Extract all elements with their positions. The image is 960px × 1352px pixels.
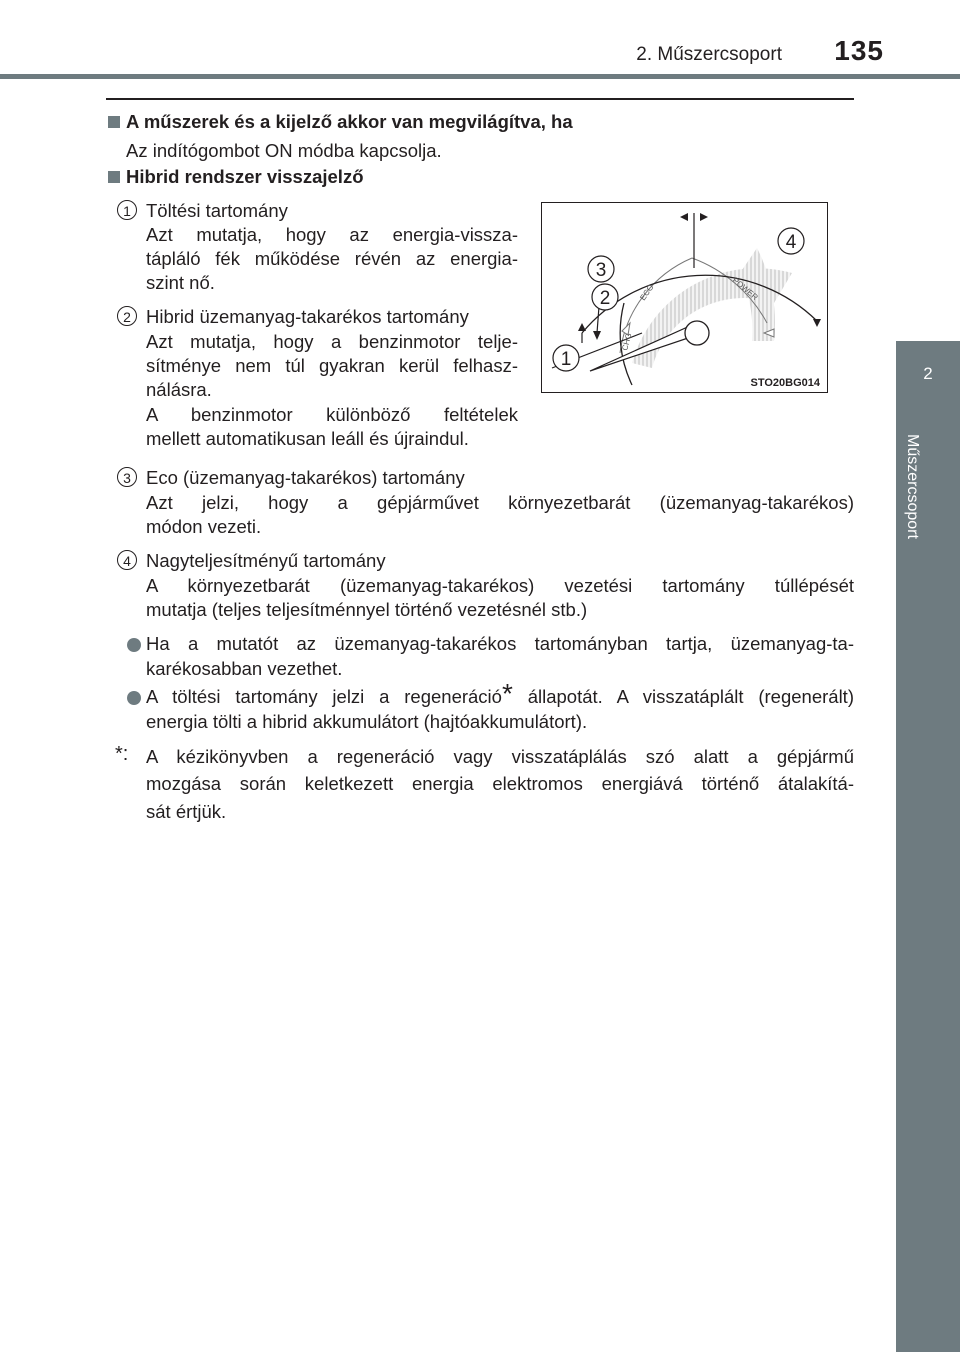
callout-2-label: 2 (599, 288, 611, 309)
page-number: 135 (834, 35, 884, 66)
item-line: nálásra. (146, 379, 212, 400)
arrow-icon (680, 213, 688, 221)
item-number-badge: 4 (117, 550, 137, 570)
section-heading-hybrid-text: Hibrid rendszer visszajelző (126, 166, 364, 187)
arrow-icon (578, 323, 586, 331)
item-title: Hibrid üzemanyag-takarékos tartomány (146, 306, 469, 327)
bullet-text: A töltési tartomány jelzi a regeneráció (146, 686, 502, 707)
item-number-badge: 2 (117, 306, 137, 326)
gauge-label-eco: ECO (638, 282, 656, 303)
item-number-badge: 1 (117, 200, 137, 220)
hybrid-indicator-diagram (541, 202, 828, 393)
arrow-icon (813, 319, 821, 327)
item-line: mellett automatikusan leáll és újraindul. (146, 428, 469, 449)
gauge-label-chg: CHG (620, 332, 634, 352)
item-title: Töltési tartomány (146, 200, 288, 221)
image-code: STO20BG014 (750, 377, 820, 389)
footnote-star: * (501, 678, 513, 709)
square-bullet-icon (108, 116, 120, 128)
gauge-needle-hub (685, 321, 709, 345)
item-line: A környezetbarát (üzemanyag-takarékos) vezetési tartomány túllépését (146, 575, 854, 596)
item-line: szint nő. (146, 272, 215, 293)
callout-4-label: 4 (785, 232, 797, 253)
item-line: A benzinmotor különböző feltételek (146, 404, 518, 425)
item-line: módon vezeti. (146, 516, 262, 537)
arrow-icon (700, 213, 708, 221)
bullet-line-with-footnote-mark (146, 678, 854, 709)
footnote-mark: *: (115, 743, 129, 765)
round-bullet-icon (127, 691, 141, 705)
square-bullet-icon (108, 171, 120, 183)
item-line: tápláló fék működése révén az energia- (146, 248, 518, 269)
bullet-line: karékosabban vezethet. (146, 658, 343, 679)
footnote-line: sát értjük. (146, 801, 227, 822)
chapter-tab-label-text: Műszercsoport (904, 434, 921, 539)
arrow-icon (593, 331, 601, 340)
hybrid-indicator-gauge (542, 203, 827, 392)
header-rule (0, 74, 960, 79)
item-line: sítménye nem túl gyakran kerül felhasz- (146, 355, 518, 376)
bullet-line: Ha a mutatót az üzemanyag-takarékos tartományban tartja, üzemanyag-ta- (146, 633, 854, 654)
section-heading-hybrid (108, 165, 364, 189)
item-title: Eco (üzemanyag-takarékos) tartomány (146, 467, 465, 488)
running-header-section: 2. Műszercsoport (636, 44, 782, 65)
section-heading-lighting (108, 110, 573, 134)
chapter-tab-label (903, 434, 933, 569)
item-line: mutatja (teljes teljesítménnyel történő vezetésnél stb.) (146, 599, 588, 620)
footnote-line: A kézikönyvben a regeneráció vagy visszatáplálás szó alatt a gépjármű (146, 746, 854, 767)
callout-3-label: 3 (595, 260, 607, 281)
round-bullet-icon (127, 638, 141, 652)
body-top-rule (106, 98, 854, 100)
chapter-tab-number: 2 (896, 341, 960, 422)
item-title: Nagyteljesítményű tartomány (146, 550, 386, 571)
callout-1-label: 1 (560, 349, 572, 370)
bullet-text: állapotát. A visszatáplált (regenerált) (512, 686, 854, 707)
item-line: Azt mutatja, hogy az energia-vissza- (146, 224, 518, 245)
bullet-line: energia tölti a hibrid akkumulátort (hajtóakkumulátort). (146, 711, 588, 732)
section-text-lighting: Az indítógombot ON módba kapcsolja. (126, 140, 442, 161)
item-line: Azt jelzi, hogy a gépjárművet környezetbarát (üzemanyag-takarékos) (146, 492, 854, 513)
gauge-label-power: POWER (730, 275, 760, 302)
item-number-badge: 3 (117, 467, 137, 487)
footnote-line: mozgása során keletkezett energia elektromos energiává történő átalakítá- (146, 773, 854, 794)
item-line: Azt mutatja, hogy a benzinmotor telje- (146, 331, 518, 352)
section-heading-lighting-text: A műszerek és a kijelző akkor van megvilágítva, ha (126, 111, 573, 132)
